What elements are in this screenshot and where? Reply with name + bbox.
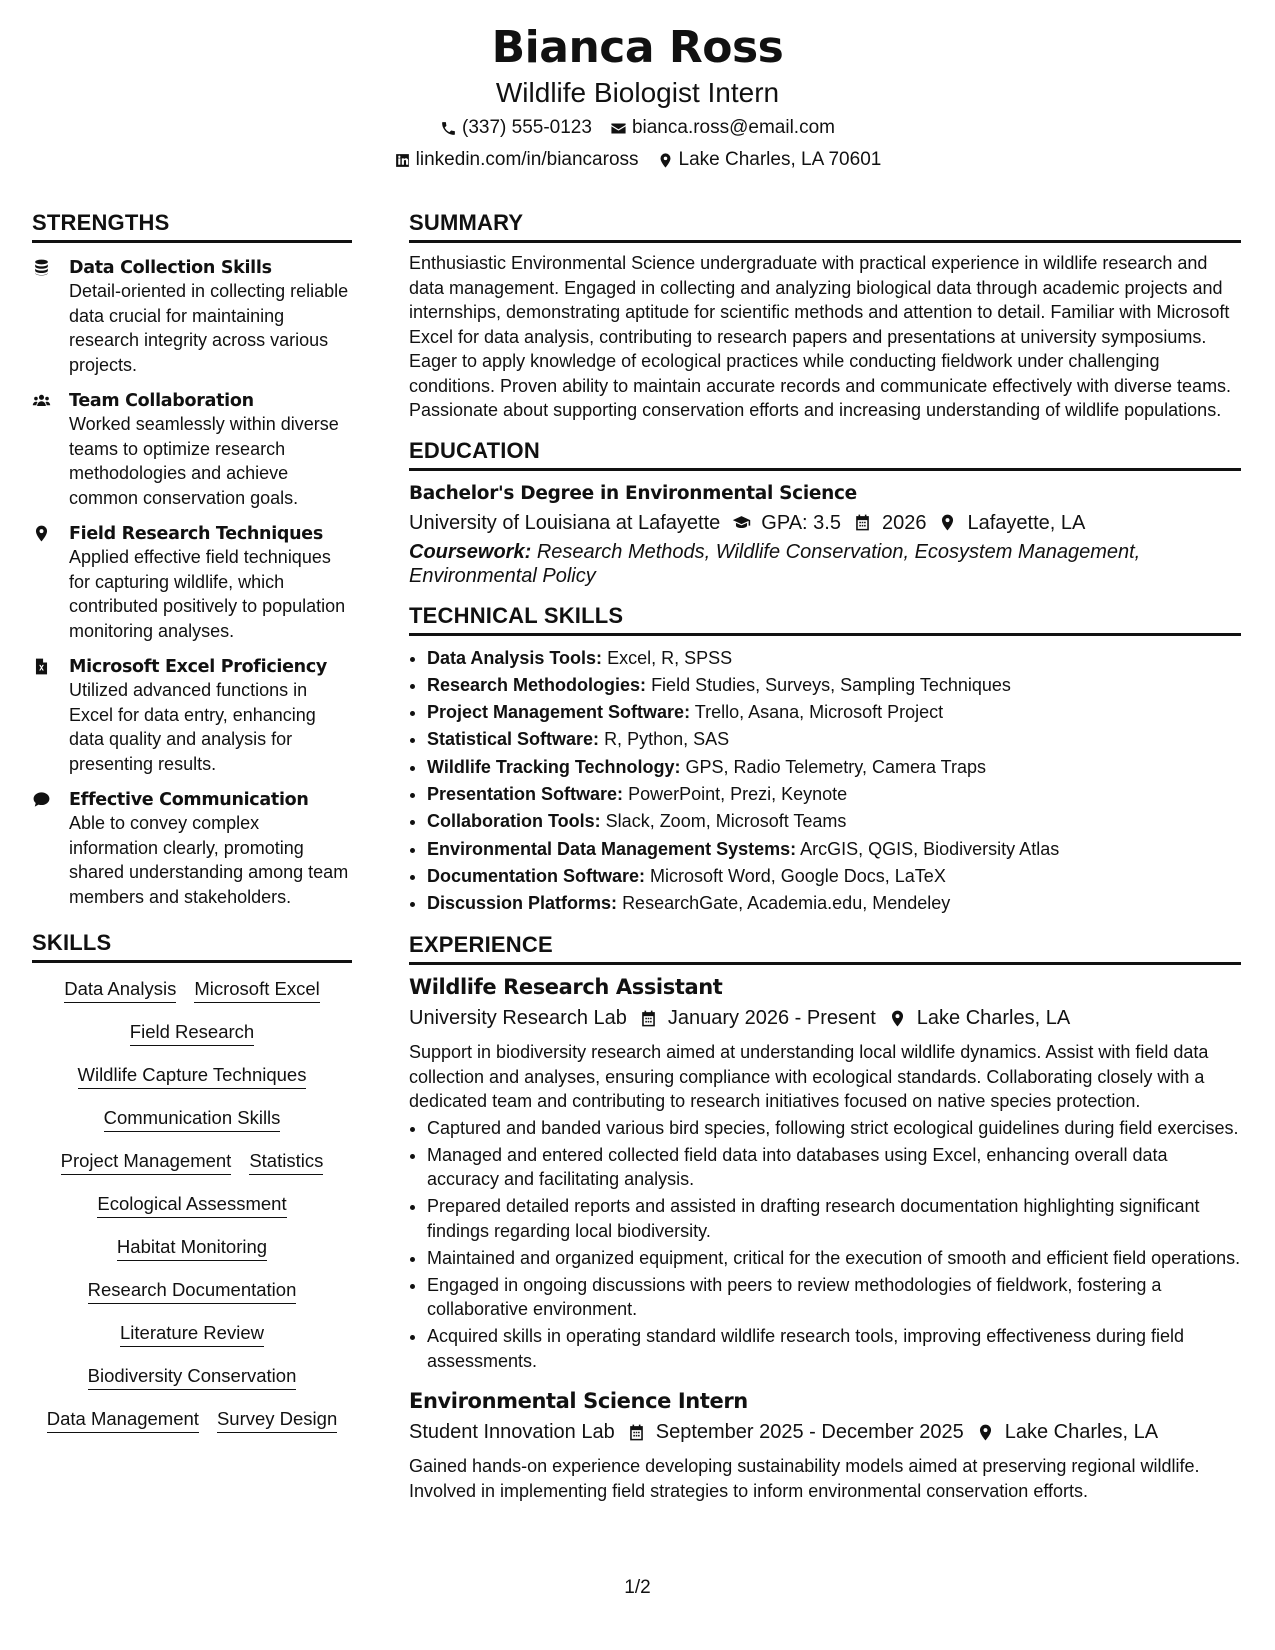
job-dates: January 2026 - Present [667, 1007, 876, 1030]
job-bullets [409, 1116, 1241, 1374]
strengths-heading: STRENGTHS [32, 209, 352, 243]
list-item: • Data Analysis Tools: Excel, R, SPSS [427, 645, 1241, 672]
list-item: • Environmental Data Management Systems: ArcGIS, QGIS, Biodiversity Atlas [427, 836, 1241, 863]
list-item: • Collaboration Tools: Slack, Zoom, Microsoft Teams [427, 808, 1241, 835]
contact-row-1 [0, 116, 1275, 140]
skill-chip: Data Analysis [64, 977, 176, 1003]
skill-chip: Literature Review [120, 1321, 264, 1347]
list-item: • Research Methodologies: Field Studies, Surveys, Sampling Techniques [427, 672, 1241, 699]
job-title: Wildlife Research Assistant [409, 975, 723, 1000]
strength-item [32, 789, 352, 909]
experience-heading: EXPERIENCE [409, 931, 1241, 965]
job-org: Student Innovation Lab [409, 1421, 615, 1444]
coursework-label: Coursework: [409, 540, 532, 563]
year-text: 2026 [881, 511, 927, 534]
list-item: • Engaged in ongoing discussions with peers to review methodologies of fieldwork, fostering a collaborative environment. [427, 1273, 1241, 1322]
strength-desc: Applied effective field techniques for capturing wildlife, which contributed positively to population monitoring analyses. [69, 547, 346, 641]
strength-title: Data Collection Skills [69, 258, 272, 278]
contact-row-2 [0, 148, 1275, 172]
candidate-title: Wildlife Biologist Intern [495, 77, 780, 108]
job-dates: September 2025 - December 2025 [655, 1421, 964, 1444]
skill-chip: Habitat Monitoring [117, 1235, 267, 1261]
education-meta [409, 509, 1241, 537]
linkedin-contact[interactable] [394, 148, 639, 172]
envelope-icon [610, 120, 627, 137]
job-summary: Support in biodiversity research aimed at understanding local wildlife dynamics. Assist with field data collection and analyses, ensuring compliance with ecological standards. Collaborating closely with a dedicated team and contributing to research initiatives focused on native species protection. [409, 1042, 1209, 1112]
degree-title: Bachelor's Degree in Environmental Science [409, 482, 857, 504]
list-item: • Captured and banded various bird species, following strict ecological guidelines during field exercises. [427, 1116, 1241, 1141]
list-item: • Presentation Software: PowerPoint, Prezi, Keynote [427, 781, 1241, 808]
skill-chip: Data Management [47, 1407, 199, 1433]
coursework-text: Research Methods, Wildlife Conservation, Ecosystem Management, Environmental Policy [409, 540, 1141, 587]
skill-chip: Ecological Assessment [97, 1192, 286, 1218]
email-text: bianca.ross@email.com [631, 117, 835, 138]
linkedin-icon [394, 152, 411, 169]
summary-text: Enthusiastic Environmental Science undergraduate with practical experience in wildlife research and data management. Engaged in collecting and analyzing biological data through academic projects and internships, demonstrating aptitude for scientific methods and attention to detail. Familiar with Microsoft Excel for data analysis, contributing to research papers and presentations at university symposiums. Eager to apply knowledge of ecological practices while conducting fieldwork under challenging conditions. Proven ability to maintain accurate records and communicate effectively with diverse teams. Passionate about supporting conservation efforts and increasing understanding of wildlife populations. [409, 253, 1232, 420]
education-heading: EDUCATION [409, 437, 1241, 471]
summary-section [409, 209, 1241, 423]
phone-icon [440, 120, 457, 137]
gpa-text: GPA: 3.5 [761, 511, 841, 534]
candidate-name: Bianca Ross [491, 22, 784, 73]
job-meta [409, 1004, 1241, 1032]
job-location: Lake Charles, LA [916, 1007, 1071, 1030]
users-icon [32, 391, 51, 410]
list-item: • Project Management Software: Trello, Asana, Microsoft Project [427, 699, 1241, 726]
strength-item [32, 656, 352, 776]
strength-desc: Worked seamlessly within diverse teams to optimize research methodologies and achieve common conservation goals. [69, 414, 339, 508]
strength-title: Effective Communication [69, 790, 309, 810]
skill-chip: Research Documentation [88, 1278, 297, 1304]
skills-chips [32, 977, 352, 1433]
strengths-list [32, 257, 352, 909]
page-number: 1/2 [624, 1577, 651, 1598]
strength-desc: Able to convey complex information clearly, promoting shared understanding among team members and stakeholders. [69, 813, 349, 907]
coursework [409, 540, 1241, 588]
skills-heading: SKILLS [32, 929, 352, 963]
strength-desc: Utilized advanced functions in Excel for data entry, enhancing data quality and analysis for presenting results. [69, 680, 316, 774]
strength-title: Team Collaboration [69, 391, 254, 411]
list-item: • Managed and entered collected field data into databases using Excel, enhancing overall data accuracy and facilitating analysis. [427, 1143, 1241, 1192]
skill-chip: Biodiversity Conservation [88, 1364, 297, 1390]
database-icon [32, 258, 51, 277]
summary-heading: SUMMARY [409, 209, 1241, 243]
excel-file-icon [32, 657, 51, 676]
skill-chip: Project Management [61, 1149, 232, 1175]
list-item: • Maintained and organized equipment, critical for the execution of smooth and efficient field operations. [427, 1246, 1241, 1271]
technical-skills-section [409, 602, 1241, 918]
skill-chip: Communication Skills [104, 1106, 281, 1132]
list-item: • Acquired skills in operating standard wildlife research tools, improving effectiveness during field assessments. [427, 1324, 1241, 1373]
map-pin-icon [976, 1423, 995, 1442]
map-pin-icon [938, 513, 957, 532]
technical-skills-list [409, 645, 1241, 918]
skill-chip: Survey Design [217, 1407, 337, 1433]
resume-header [0, 22, 1275, 172]
skill-chip: Wildlife Capture Techniques [78, 1063, 307, 1089]
school-name: University of Louisiana at Lafayette [409, 511, 721, 534]
left-column [32, 209, 352, 1450]
job-title: Environmental Science Intern [409, 1389, 748, 1414]
technical-skills-heading: TECHNICAL SKILLS [409, 602, 1241, 636]
skill-chip: Statistics [249, 1149, 323, 1175]
job-entry [409, 973, 1241, 1373]
strength-title: Field Research Techniques [69, 524, 323, 544]
list-item: • Statistical Software: R, Python, SAS [427, 726, 1241, 753]
job-meta [409, 1418, 1241, 1446]
graduation-cap-icon [732, 513, 751, 532]
right-column [409, 209, 1241, 1517]
list-item: • Prepared detailed reports and assisted in drafting research documentation highlighting significant findings regarding local biodiversity. [427, 1194, 1241, 1243]
strength-item [32, 257, 352, 377]
strength-title: Microsoft Excel Proficiency [69, 657, 327, 677]
phone-text: (337) 555-0123 [462, 117, 592, 138]
location-contact [657, 148, 882, 172]
education-section [409, 437, 1241, 588]
list-item: • Discussion Platforms: ResearchGate, Academia.edu, Mendeley [427, 890, 1241, 917]
list-item: • Documentation Software: Microsoft Word, Google Docs, LaTeX [427, 863, 1241, 890]
calendar-icon [853, 513, 872, 532]
calendar-icon [627, 1423, 646, 1442]
calendar-icon [639, 1009, 658, 1028]
job-org: University Research Lab [409, 1007, 627, 1030]
map-pin-icon [32, 524, 51, 543]
comment-icon [32, 790, 51, 809]
map-pin-icon [888, 1009, 907, 1028]
email-contact[interactable] [610, 116, 835, 140]
skill-chip: Field Research [130, 1020, 254, 1046]
skill-chip: Microsoft Excel [194, 977, 319, 1003]
strength-item [32, 390, 352, 510]
education-location: Lafayette, LA [967, 511, 1086, 534]
strength-item [32, 523, 352, 643]
strength-desc: Detail-oriented in collecting reliable data crucial for maintaining research integrity across various projects. [69, 281, 349, 375]
map-pin-icon [657, 152, 674, 169]
location-text: Lake Charles, LA 70601 [678, 149, 882, 170]
experience-section [409, 931, 1241, 1503]
linkedin-text: linkedin.com/in/biancaross [415, 149, 639, 170]
list-item: • Wildlife Tracking Technology: GPS, Radio Telemetry, Camera Traps [427, 754, 1241, 781]
job-summary: Gained hands-on experience developing sustainability models aimed at preserving regional wildlife. Involved in implementing field strategies to inform environmental conservation efforts. [409, 1456, 1200, 1501]
job-entry [409, 1387, 1241, 1503]
phone-contact[interactable] [440, 116, 592, 140]
job-location: Lake Charles, LA [1004, 1421, 1159, 1444]
skills-section [32, 929, 352, 1433]
